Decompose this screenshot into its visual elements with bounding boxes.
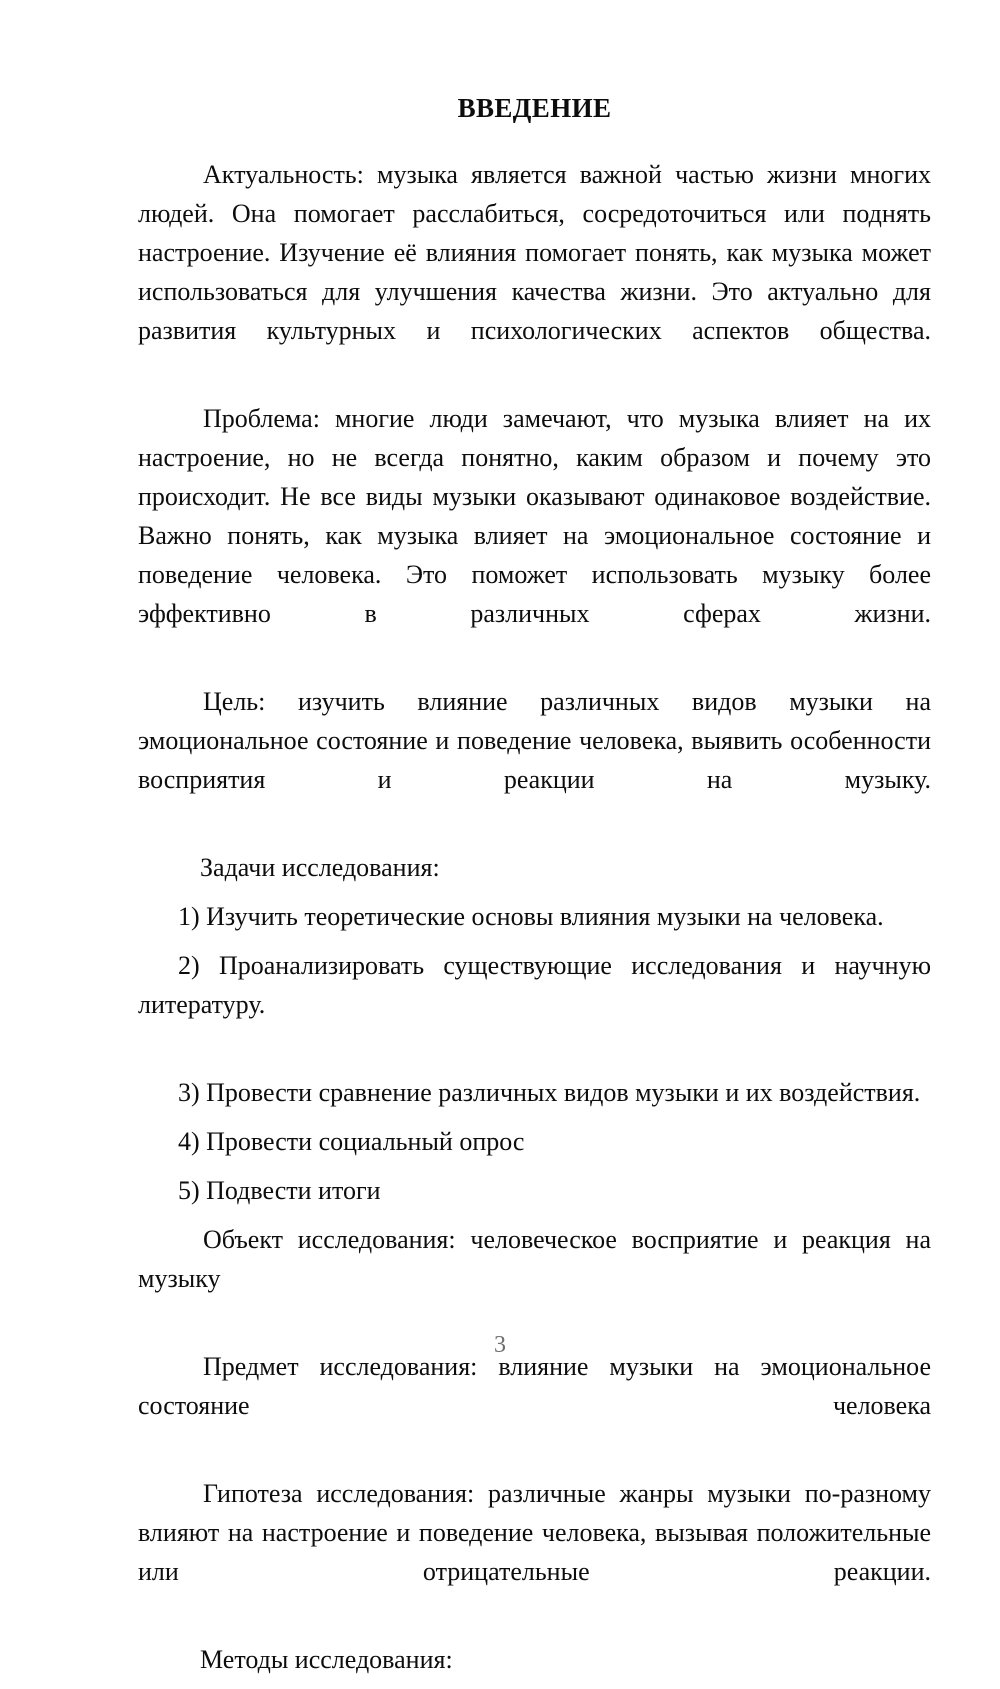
paragraph-hypothesis: Гипотеза исследования: различные жанры музыки по-разному влияют на настроение и поведение человека, вызывая положительные или отрицательные реакции. — [138, 1479, 931, 1587]
paragraph-subject: Предмет исследования: влияние музыки на эмоциональное состояние человека — [138, 1352, 931, 1421]
page-title: ВВЕДЕНИЕ — [457, 93, 612, 123]
list-item: 1) Изучить теоретические основы влияния музыки на человека. — [178, 902, 884, 932]
list-item: 3) Провести сравнение различных видов музыки и их воздействия. — [178, 1078, 921, 1108]
paragraph-relevance: Актуальность: музыка является важной частью жизни многих людей. Она помогает расслабиться, сосредоточиться или поднять настроение. Изучение её влияния помогает понять, как музыка может использоваться для улучшения качества жизни. Это актуально для развития культурных и психологических аспектов общества. — [138, 160, 931, 346]
paragraph-goal: Цель: изучить влияние различных видов музыки на эмоциональное состояние и поведение человека, выявить особенности восприятия и реакции на музыку. — [138, 687, 931, 795]
tasks-heading: Задачи исследования: — [200, 853, 440, 883]
list-item: 4) Провести социальный опрос — [178, 1127, 525, 1157]
page-number: 3 — [494, 1332, 506, 1358]
list-item: 2) Проанализировать существующие исследования и научную литературу. — [138, 951, 931, 1020]
list-item: 5) Подвести итоги — [178, 1176, 381, 1206]
page-content — [138, 92, 931, 1689]
paragraph-problem: Проблема: многие люди замечают, что музыка влияет на их настроение, но не всегда понятно, каким образом и почему это происходит. Не все виды музыки оказывают одинаковое воздействие. Важно понять, как музыка влияет на эмоциональное состояние и поведение человека. Это поможет использовать музыку более эффективно в различных сферах жизни. — [138, 404, 931, 629]
methods-heading: Методы исследования: — [200, 1645, 453, 1675]
paragraph-object: Объект исследования: человеческое восприятие и реакция на музыку — [138, 1225, 931, 1294]
